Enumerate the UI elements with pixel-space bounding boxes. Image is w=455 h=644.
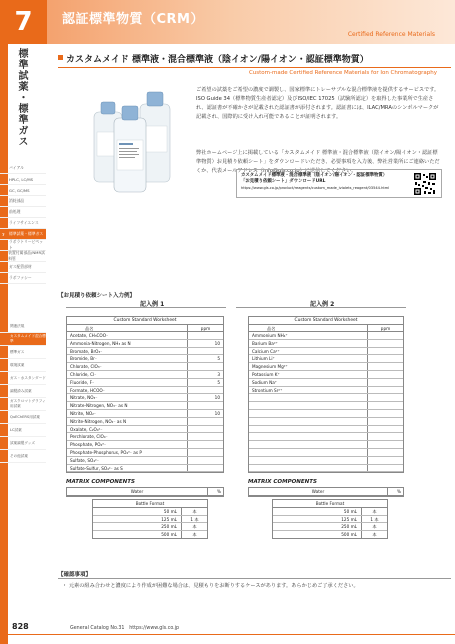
matrix-water-row: Water % <box>249 488 403 496</box>
compound-name: Bromide, Br⁻ <box>70 356 98 362</box>
ppm-value[interactable] <box>187 418 223 425</box>
nav-item-prep[interactable]: 5 前処理 <box>0 207 46 218</box>
compound-name: Oxalate, C₂O₄²⁻ <box>70 426 103 432</box>
matrix-title-2: MATRIX COMPONENTS <box>248 479 317 485</box>
empty-row <box>249 433 403 441</box>
bottles-image <box>88 82 176 194</box>
example-2-title: 記入例 2 <box>310 301 335 308</box>
compound-name: Nitrite-Nitrogen, NO₂⁻ as N <box>70 418 127 424</box>
worksheet-1 <box>66 316 224 473</box>
section-english-title: Custom-made Certified Reference Materials for Ion Chromatography <box>248 70 437 76</box>
bottle-row: 250 mL 本 <box>93 523 207 531</box>
empty-cell <box>249 418 367 425</box>
empty-row <box>249 449 403 457</box>
empty-cell <box>249 433 367 440</box>
notes-text: ・ 元素の組み合わせと濃度により作成が困難な場合は、見積もりをお断りするケースがあります。あらかじめご了承ください。 <box>62 583 359 589</box>
ppm-value[interactable] <box>187 348 223 355</box>
empty-row <box>249 426 403 434</box>
worksheet-2-empty-rows <box>249 394 403 472</box>
ppm-value[interactable]: 10 <box>187 340 223 347</box>
matrix-title-1: MATRIX COMPONENTS <box>66 479 135 485</box>
ppm-value[interactable] <box>187 402 223 409</box>
notes-title: 【確認事項】 <box>58 572 92 578</box>
empty-cell <box>249 465 367 472</box>
worksheet-row <box>67 402 223 410</box>
bottle-format-header: Bottle Format <box>93 500 207 508</box>
page-number: 828 <box>12 622 29 631</box>
ppm-value[interactable] <box>187 449 223 456</box>
sub-item[interactable]: 環境試薬 <box>0 359 46 372</box>
empty-row <box>249 410 403 418</box>
worksheet-header-row <box>249 325 403 332</box>
download-url-box <box>236 169 442 198</box>
worksheet-row <box>249 348 403 356</box>
empty-cell <box>249 449 367 456</box>
worksheet-row <box>249 355 403 363</box>
sub-item[interactable]: 試薬調製グッズ <box>0 437 46 450</box>
bottle-front <box>114 106 146 192</box>
ppm-value[interactable] <box>367 348 403 355</box>
ppm-value[interactable] <box>187 426 223 433</box>
example-1-title: 記入例 1 <box>140 301 165 308</box>
matrix-table-2 <box>248 487 404 497</box>
worksheet-row <box>249 340 403 348</box>
sub-item[interactable]: LC試薬 <box>0 424 46 437</box>
qr-code-icon[interactable] <box>413 172 437 196</box>
compound-name: Chlorate, ClO₃⁻ <box>70 364 102 370</box>
compound-name: Phosphate-Phosphorus, PO₄³⁻ as P <box>70 449 142 455</box>
worksheet-row <box>67 457 223 465</box>
worksheet-caption: Custom Standard Worksheet <box>249 317 403 325</box>
empty-cell <box>367 441 403 448</box>
compound-name: Sulfate-Sulfur, SO₄²⁻ as S <box>70 465 123 471</box>
section-download-note: 弊社ホームページ上に掲載している「カスタムメイド 標準液・混合標準液（陰イオン/陽イオン・認証標準物質）お見積り依頼シート」をダウンロードいただき、必要事項を入力後、弊社営業所にご連絡いただくか、代表メールアドレス（info@gls.co.jp）に送信してください。 <box>196 150 440 174</box>
bottle-row: 125 mL 1 本 <box>93 516 207 524</box>
matrix-table-1 <box>66 487 224 497</box>
ppm-value[interactable]: 5 <box>187 379 223 386</box>
example-2-rule <box>236 307 406 308</box>
col-ppm-header: ppm <box>367 325 403 331</box>
ppm-value[interactable] <box>367 379 403 386</box>
ppm-value[interactable] <box>367 371 403 378</box>
compound-name: Bromate, BrO₃⁻ <box>70 348 103 354</box>
compound-name: Potassium K⁺ <box>252 371 280 377</box>
download-url-link[interactable]: https://www.gls.co.jp/product/reagents/custom_made_iviolets_reagent/03544.html <box>241 186 390 190</box>
empty-cell <box>249 457 367 464</box>
ppm-value[interactable] <box>187 363 223 370</box>
compound-name: Formate, HCOO⁻ <box>70 387 105 393</box>
worksheet-row <box>67 355 223 363</box>
ppm-value[interactable] <box>187 387 223 394</box>
sub-item[interactable]: QuEChERS用試薬 <box>0 411 46 424</box>
compound-name: Sulfate, SO₄²⁻ <box>70 457 99 463</box>
ppm-value[interactable]: 10 <box>187 394 223 401</box>
worksheet-row <box>249 371 403 379</box>
compound-name: Ammonium NH₄⁺ <box>252 333 288 338</box>
compound-name: Nitrite, NO₂⁻ <box>70 410 97 416</box>
ppm-value[interactable] <box>367 355 403 362</box>
sub-item[interactable]: ガスクロマトグラフィ用試薬 <box>0 398 46 411</box>
worksheet-row <box>67 433 223 441</box>
worksheet-row <box>249 332 403 340</box>
worksheet-row <box>67 465 223 473</box>
chapter-number: 7 <box>0 0 47 44</box>
ppm-value[interactable]: 5 <box>187 355 223 362</box>
ppm-value[interactable] <box>367 387 403 394</box>
bottle-format-table-2 <box>272 499 388 539</box>
empty-cell <box>367 465 403 472</box>
empty-cell <box>367 418 403 425</box>
nav-item-lab[interactable]: 11 ラボファシー <box>0 273 46 284</box>
worksheet-1-rows <box>67 332 223 472</box>
ppm-value[interactable] <box>187 465 223 472</box>
worksheet-label: 【お見積り依頼シート入力例】 <box>58 293 136 299</box>
ppm-value[interactable] <box>187 332 223 339</box>
empty-row <box>249 394 403 402</box>
ppm-value[interactable] <box>367 332 403 339</box>
sub-item-active[interactable]: カスタムメイド混合標準 <box>0 333 46 346</box>
compound-name: Phosphate, PO₄³⁻ <box>70 442 107 448</box>
compound-name: Ammonia-Nitrogen, NH₃ as N <box>70 340 131 346</box>
ppm-value[interactable] <box>187 457 223 464</box>
worksheet-row <box>249 379 403 387</box>
empty-row <box>249 457 403 465</box>
empty-cell <box>367 410 403 417</box>
compound-name: Perchlorate, ClO₄⁻ <box>70 434 108 440</box>
worksheet-row <box>67 394 223 402</box>
nav-item-nmr[interactable]: 9 装置付属部品/NMR試料管 <box>2 250 45 261</box>
bottle-row: 500 mL 本 <box>273 531 387 539</box>
bottle-row: 50 mL 本 <box>93 508 207 516</box>
empty-cell <box>367 457 403 464</box>
nav-item-gc[interactable]: 3 GC, GC/MS <box>0 185 46 196</box>
empty-cell <box>249 426 367 433</box>
empty-cell <box>367 394 403 401</box>
worksheet-caption: Custom Standard Worksheet <box>67 317 223 325</box>
worksheet-row <box>67 332 223 340</box>
sub-item[interactable]: その他試薬 <box>0 450 46 463</box>
nav-item-hplc[interactable]: 2 HPLC, LC/MS <box>0 174 46 185</box>
compound-name: Lithium Li⁺ <box>252 356 275 362</box>
nav-item-life[interactable]: 6 ライフサイエンス <box>0 218 46 229</box>
notes-rule <box>58 578 451 579</box>
chapter-title: 認証標準物質（CRM） <box>62 12 204 27</box>
empty-cell <box>249 402 367 409</box>
empty-cell <box>367 426 403 433</box>
matrix-water-row: Water % <box>67 488 223 496</box>
nav-item-standards[interactable]: 7 標準試薬・標準ガス <box>0 229 46 240</box>
worksheet-row <box>67 379 223 387</box>
sub-item[interactable]: 関連法規 <box>0 320 46 333</box>
nav-item-vial[interactable]: 1 バイアル <box>0 163 46 174</box>
worksheet-row <box>67 363 223 371</box>
section-description: ご希望の試薬をご希望の濃度で調製し、国家標準にトレーサブルな混合標準液を提供するサービスです。ISO Guide 34（標準物質生産者認定）及びISO/IEC 17025（試験所認定）を取得した事業所で生産され、認証書が不確かさが記載された認証書が添付されます。認証書には、ILAC/MRAのシンボルマークが記載され、国際的に受け入れ可能であることが証明されます。 <box>196 87 440 120</box>
worksheet-row <box>67 418 223 426</box>
empty-cell <box>367 449 403 456</box>
worksheet-row <box>67 441 223 449</box>
empty-row <box>249 441 403 449</box>
compound-name: Barium Ba²⁺ <box>252 340 278 346</box>
url-title-1: カスタムメイド標準液・混合標準液（陰イオン/陽イオン・認証標準物質） <box>241 173 388 178</box>
bottle-row: 50 mL 本 <box>273 508 387 516</box>
worksheet-row <box>67 348 223 356</box>
example-1-rule <box>66 307 226 308</box>
empty-row <box>249 465 403 473</box>
chapter-subtitle: Certified Reference Materials <box>347 31 435 38</box>
ppm-value[interactable]: 3 <box>187 371 223 378</box>
col-name-header: 品名 <box>267 326 276 331</box>
worksheet-row <box>249 363 403 371</box>
empty-cell <box>249 394 367 401</box>
col-ppm-header: ppm <box>187 325 223 331</box>
compound-name: Strontium Sr²⁺ <box>252 387 283 393</box>
worksheet-row <box>67 410 223 418</box>
col-name-header: 品名 <box>85 326 94 331</box>
worksheet-row <box>67 340 223 348</box>
worksheet-2 <box>248 316 404 473</box>
empty-cell <box>367 433 403 440</box>
compound-name: Magnesium Mg²⁺ <box>252 364 288 370</box>
ppm-value[interactable]: 10 <box>187 410 223 417</box>
compound-name: Calcium Ca²⁺ <box>252 348 280 354</box>
section-rule <box>58 67 451 68</box>
sub-item[interactable]: 標準ガス <box>0 346 46 359</box>
empty-cell <box>367 402 403 409</box>
sub-nav <box>0 320 46 463</box>
nav-item-gas[interactable]: 10 ガス配管部材 <box>0 262 46 273</box>
compound-name: Chloride, Cl⁻ <box>70 371 97 377</box>
worksheet-row <box>67 387 223 395</box>
compound-name: Sodium Na⁺ <box>252 379 278 385</box>
sub-item[interactable]: ガス・水スタンダード <box>0 372 46 385</box>
catalog-info: General Catalog No.31 https://www.gls.co.jp <box>70 626 180 631</box>
compound-name: Acetate, CH₃COO⁻ <box>70 333 109 338</box>
ppm-value[interactable] <box>367 363 403 370</box>
url-title-2: 「お見積り依頼シート」ダウンロードURL <box>241 179 326 184</box>
worksheet-2-rows <box>249 332 403 394</box>
empty-cell <box>249 441 367 448</box>
empty-cell <box>249 410 367 417</box>
compound-name: Fluoride, F⁻ <box>70 379 95 385</box>
bottle-row: 125 mL 1 本 <box>273 516 387 524</box>
ppm-value[interactable] <box>187 433 223 440</box>
ppm-value[interactable] <box>187 441 223 448</box>
footer-rule <box>0 634 455 635</box>
compound-name: Nitrate, NO₃⁻ <box>70 395 98 401</box>
nav-item-consumables[interactable]: 4 消耗部品 <box>0 196 46 207</box>
nav-item-pipette[interactable]: 8 ラボラトリーピペット <box>0 240 46 251</box>
worksheet-row <box>67 371 223 379</box>
worksheet-header-row <box>67 325 223 332</box>
bottle-format-header: Bottle Format <box>273 500 387 508</box>
sub-item[interactable]: 調製済み試薬 <box>0 385 46 398</box>
section-title: カスタムメイド 標準液・混合標準液（陰イオン/陽イオン・認証標準物質） <box>66 55 369 65</box>
bottle-row: 500 mL 本 <box>93 531 207 539</box>
compound-name: Nitrate-Nitrogen, NO₃⁻ as N <box>70 403 128 409</box>
bottle-format-table-1 <box>92 499 208 539</box>
worksheet-row <box>67 426 223 434</box>
vertical-chapter-title: 標準試薬・標準ガス <box>16 48 27 147</box>
worksheet-row <box>67 449 223 457</box>
chapter-nav <box>0 163 46 284</box>
section-marker <box>58 55 63 60</box>
ppm-value[interactable] <box>367 340 403 347</box>
worksheet-row <box>249 387 403 395</box>
empty-row <box>249 402 403 410</box>
empty-row <box>249 418 403 426</box>
page-header <box>0 0 455 44</box>
bottle-row: 250 mL 本 <box>273 523 387 531</box>
